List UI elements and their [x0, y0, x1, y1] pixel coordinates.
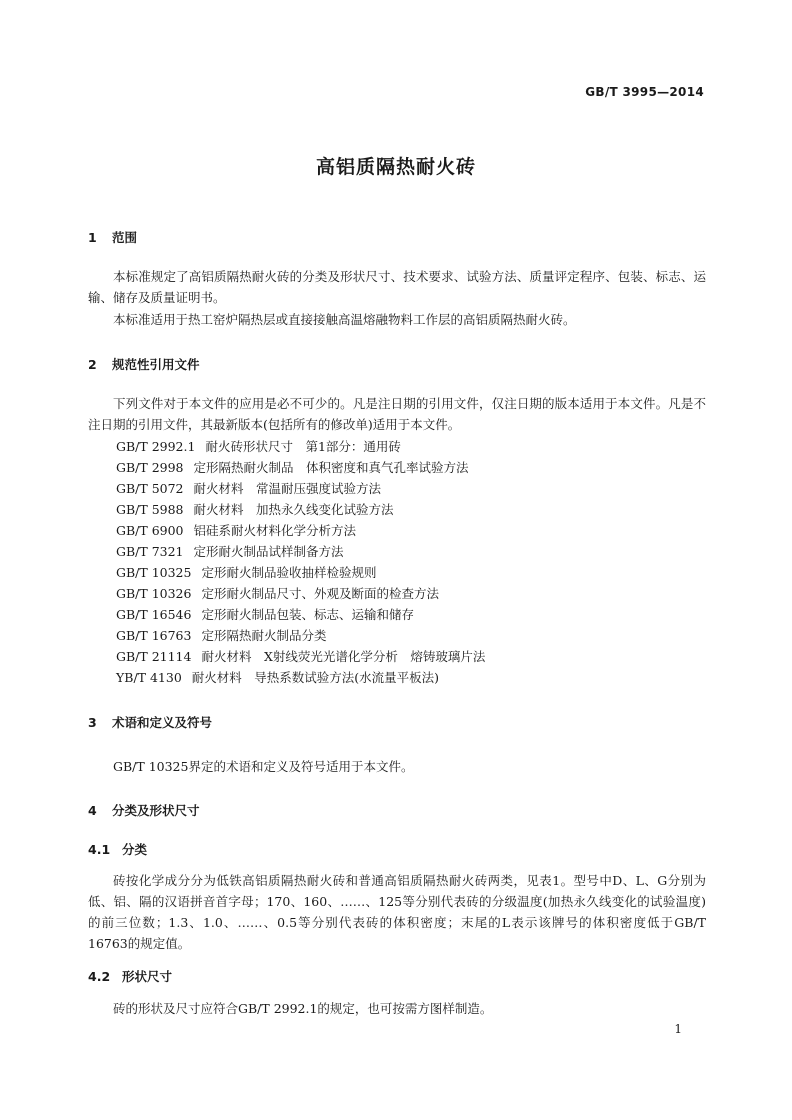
reference-code: GB/T 2998	[116, 460, 184, 475]
section-number: 3	[88, 715, 97, 730]
reference-name: 耐火砖形状尺寸 第1部分：通用砖	[205, 439, 401, 454]
reference-name: 定形耐火制品包装、标志、运输和储存	[201, 607, 414, 622]
reference-list	[116, 436, 485, 688]
reference-code: GB/T 10326	[116, 586, 192, 601]
section-2-intro: 下列文件对于本文件的应用是必不可少的。凡是注日期的引用文件，仅注日期的版本适用于本文件。凡是不注日期的引用文件，其最新版本(包括所有的修改单)适用于本文件。	[88, 396, 706, 432]
reference-code: GB/T 10325	[116, 565, 192, 580]
reference-name: 定形隔热耐火制品分类	[201, 628, 327, 643]
section-number: 4	[88, 803, 97, 818]
reference-item	[116, 562, 485, 583]
page-number: 1	[674, 1022, 682, 1036]
reference-name: 定形耐火制品试样制备方法	[193, 544, 344, 559]
reference-item	[116, 667, 485, 688]
reference-code: GB/T 21114	[116, 649, 192, 664]
reference-code: GB/T 7321	[116, 544, 184, 559]
reference-code: GB/T 2992.1	[116, 439, 196, 454]
section-3-paragraph: GB/T 10325界定的术语和定义及符号适用于本文件。	[113, 759, 414, 774]
document-title: 高铝质隔热耐火砖	[315, 156, 476, 178]
section-title: 术语和定义及符号	[112, 715, 213, 730]
section-title: 分类	[122, 842, 148, 857]
reference-name: 耐火材料 常温耐压强度试验方法	[193, 481, 382, 496]
section-4-2-paragraph: 砖的形状及尺寸应符合GB/T 2992.1的规定，也可按需方图样制造。	[113, 1001, 493, 1016]
section-1-paragraph-1: 本标准规定了高铝质隔热耐火砖的分类及形状尺寸、技术要求、试验方法、质量评定程序、包装、标志、运输、储存及质量证明书。	[88, 269, 706, 305]
section-number: 4.2	[88, 969, 111, 984]
reference-item	[116, 436, 485, 457]
standard-number: GB/T 3995—2014	[585, 85, 704, 99]
section-number: 4.1	[88, 842, 111, 857]
reference-name: 定形耐火制品尺寸、外观及断面的检查方法	[201, 586, 439, 601]
reference-item	[116, 604, 485, 625]
reference-name: 耐火材料 导热系数试验方法(水流量平板法)	[191, 670, 440, 685]
section-1-heading	[88, 228, 137, 246]
reference-code: GB/T 16763	[116, 628, 192, 643]
section-1-paragraph-2: 本标准适用于热工窑炉隔热层或直接接触高温熔融物料工作层的高铝质隔热耐火砖。	[113, 312, 576, 327]
section-3-heading	[88, 713, 212, 731]
section-4-heading	[88, 801, 200, 819]
section-title: 形状尺寸	[122, 969, 173, 984]
reference-item	[116, 646, 485, 667]
reference-item	[116, 457, 485, 478]
section-title: 范围	[112, 230, 138, 245]
reference-name: 铝硅系耐火材料化学分析方法	[193, 523, 357, 538]
section-number: 1	[88, 230, 97, 245]
reference-name: 定形隔热耐火制品 体积密度和真气孔率试验方法	[193, 460, 469, 475]
section-2-heading	[88, 355, 200, 373]
reference-item	[116, 541, 485, 562]
section-4-2-heading	[88, 967, 172, 985]
reference-code: GB/T 5988	[116, 502, 184, 517]
reference-item	[116, 499, 485, 520]
reference-item	[116, 583, 485, 604]
section-title: 规范性引用文件	[112, 357, 200, 372]
reference-name: 耐火材料 X射线荧光光谱化学分析 熔铸玻璃片法	[201, 649, 486, 664]
reference-name: 耐火材料 加热永久线变化试验方法	[193, 502, 394, 517]
section-number: 2	[88, 357, 97, 372]
reference-code: YB/T 4130	[116, 670, 182, 685]
reference-code: GB/T 6900	[116, 523, 184, 538]
section-title: 分类及形状尺寸	[112, 803, 200, 818]
reference-code: GB/T 5072	[116, 481, 184, 496]
reference-item	[116, 625, 485, 646]
section-4-1-heading	[88, 840, 147, 858]
reference-item	[116, 478, 485, 499]
reference-name: 定形耐火制品验收抽样检验规则	[201, 565, 377, 580]
section-4-1-paragraph: 砖按化学成分分为低铁高铝质隔热耐火砖和普通高铝质隔热耐火砖两类，见表1。型号中D、L、G分别为低、铝、隔的汉语拼音首字母；170、160、……、125等分别代表砖的分级温度(加热永久线变化的试验温度)的前三位数；1.3、1.0、……、0.5等分别代表砖的体积密度；末尾的L表示该牌号的体积密度低于GB/T 16763的规定值。	[88, 873, 706, 951]
reference-code: GB/T 16546	[116, 607, 192, 622]
reference-item	[116, 520, 485, 541]
